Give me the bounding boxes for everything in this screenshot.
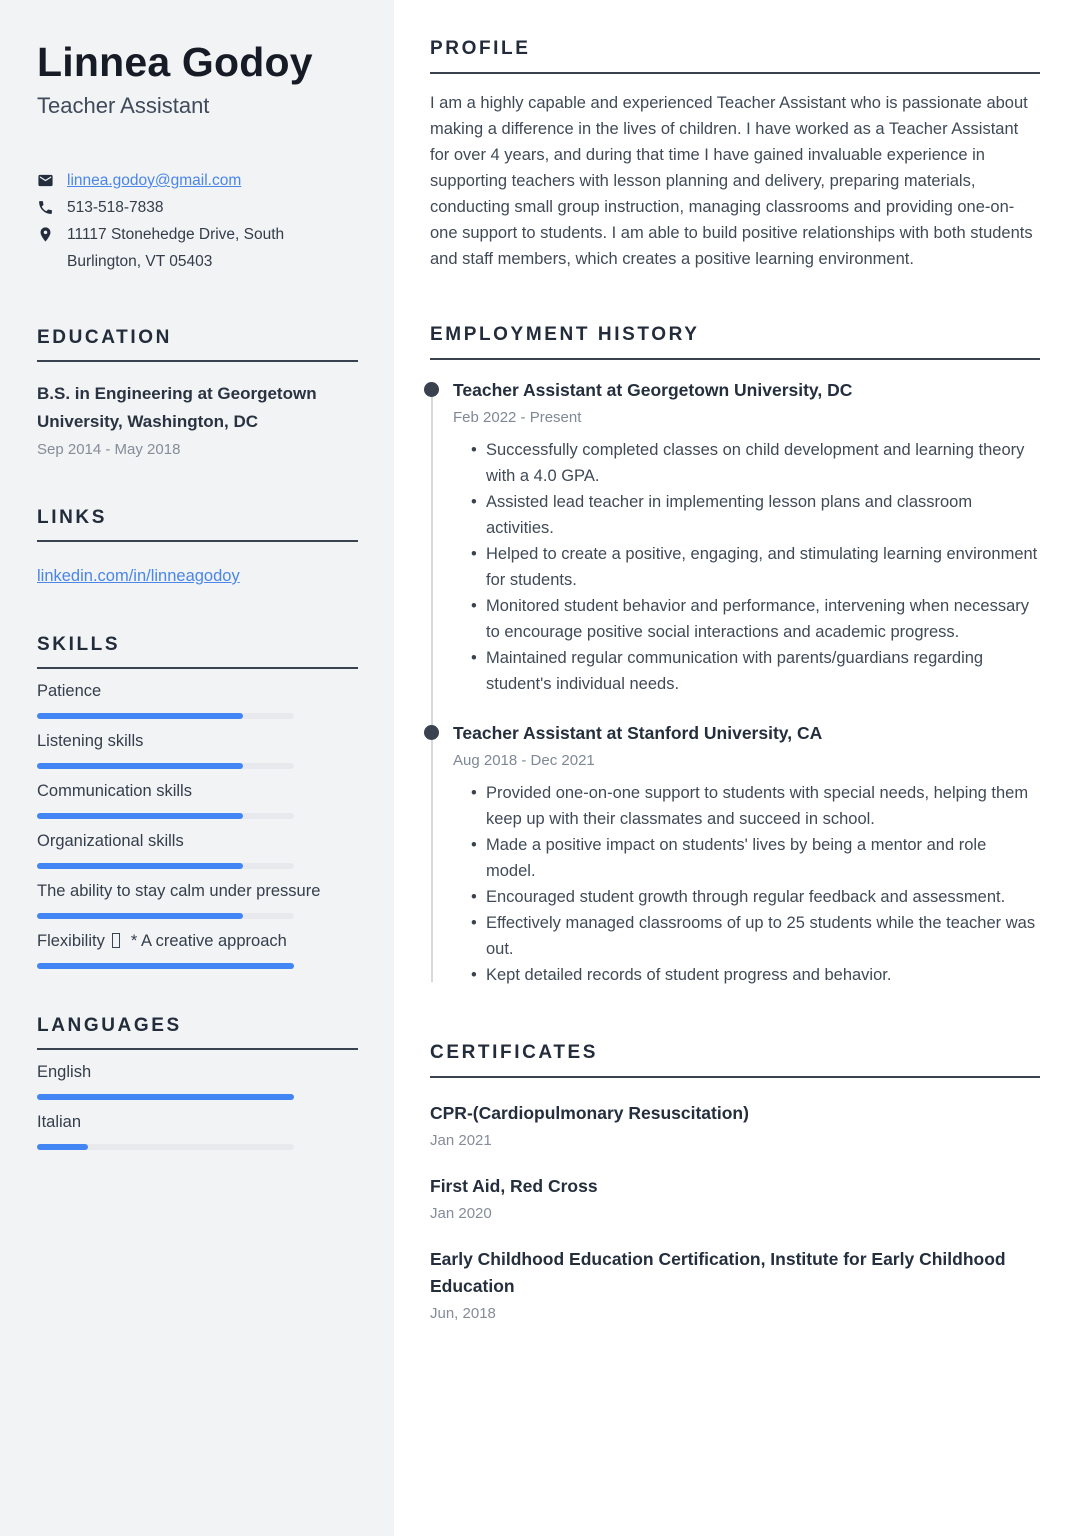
sidebar (0, 0, 394, 1536)
job-bullet: • Kept detailed records of student progress and behavior. (486, 962, 1040, 988)
certificate-title: Early Childhood Education Certification, Institute for Early Childhood Education (430, 1249, 1006, 1296)
contact-email-row (37, 167, 358, 194)
skill-bar-track (37, 813, 294, 819)
profile-heading: PROFILE (430, 36, 1040, 74)
certificate-date: Jun, 2018 (430, 1305, 496, 1322)
timeline-dot-icon (424, 382, 439, 397)
language-label: English (37, 1063, 92, 1081)
skill-item (37, 729, 358, 769)
skill-item (37, 929, 358, 969)
contact-phone-row (37, 194, 358, 221)
skill-label: Communication skills (37, 782, 192, 800)
person-name: Linnea Godoy (37, 39, 313, 85)
job-bullet: • Effectively managed classrooms of up to 25 students while the teacher was out. (486, 910, 1040, 962)
education-dates: Sep 2014 - May 2018 (37, 441, 181, 458)
education-degree: B.S. in Engineering at Georgetown University, Washington, DC (37, 384, 317, 431)
person-job-title: Teacher Assistant (37, 93, 210, 118)
certificate-entry (430, 1173, 1040, 1224)
certificate-entry (430, 1246, 1040, 1324)
certificates-heading: CERTIFICATES (430, 1040, 1040, 1078)
job-dates: Aug 2018 - Dec 2021 (453, 752, 595, 769)
job-bullet: • Made a positive impact on students' lives by being a mentor and role model. (486, 832, 1040, 884)
employment-timeline (430, 378, 1040, 988)
linkedin-link[interactable]: linkedin.com/in/linneagodoy (37, 567, 240, 585)
main-column (394, 0, 1086, 1536)
skill-bar-fill (37, 763, 243, 769)
job-bullet-list (453, 437, 1040, 697)
skill-bar-fill (37, 713, 243, 719)
skill-label: Listening skills (37, 732, 144, 750)
job-bullet: • Successfully completed classes on child development and learning theory with a 4.0 GPA. (486, 437, 1040, 489)
job-bullet: • Provided one-on-one support to students with special needs, helping them keep up with their classmates and succeed in school. (486, 780, 1040, 832)
skill-label: Organizational skills (37, 832, 184, 850)
language-item (37, 1110, 358, 1150)
certificate-title: First Aid, Red Cross (430, 1176, 598, 1196)
skill-bar-fill (37, 963, 294, 969)
phone-number: 513-518-7838 (67, 199, 164, 216)
skill-item (37, 879, 358, 919)
language-bar-track (37, 1094, 294, 1100)
address-text (67, 221, 284, 275)
envelope-icon (37, 167, 67, 189)
language-label: Italian (37, 1113, 82, 1131)
job-title: Teacher Assistant at Stanford University, CA (453, 723, 823, 743)
skill-item (37, 829, 358, 869)
skills-heading: SKILLS (37, 632, 358, 669)
languages-heading: LANGUAGES (37, 1013, 358, 1050)
job-entry (453, 378, 1040, 697)
contact-address-row (37, 221, 358, 275)
skill-bar-track (37, 913, 294, 919)
job-bullet-list (453, 780, 1040, 988)
language-bar-fill (37, 1094, 294, 1100)
link-item (37, 564, 358, 588)
skill-bar-track (37, 713, 294, 719)
skill-label: The ability to stay calm under pressure (37, 882, 321, 900)
timeline-dot-icon (424, 725, 439, 740)
skill-bar-fill (37, 913, 243, 919)
skill-item (37, 679, 358, 719)
contact-section (37, 167, 358, 275)
skill-bar-track (37, 763, 294, 769)
links-heading: LINKS (37, 505, 358, 542)
skill-bar-track (37, 963, 294, 969)
certificate-date: Jan 2020 (430, 1205, 492, 1222)
job-title: Teacher Assistant at Georgetown University, DC (453, 380, 853, 400)
certificate-entry (430, 1100, 1040, 1151)
missing-glyph-box (112, 933, 120, 948)
job-entry (453, 721, 1040, 988)
language-bar-track (37, 1144, 294, 1150)
profile-text: I am a highly capable and experienced Teacher Assistant who is passionate about making a difference in the lives of children. I have worked as a Teacher Assistant for over 4 years, and during that time I have gained invaluable experience in supporting teachers with lesson planning and delivery, preparing materials, conducting small group instruction, managing classrooms and providing one-on-one support to students. I am able to build positive relationships with both students and staff members, which creates a positive learning environment. (430, 94, 1033, 268)
job-dates: Feb 2022 - Present (453, 409, 582, 426)
phone-icon (37, 194, 67, 216)
skill-item (37, 779, 358, 819)
job-bullet: • Helped to create a positive, engaging, and stimulating learning environment for students. (486, 541, 1040, 593)
job-bullet: • Monitored student behavior and performance, intervening when necessary to encourage positive social interactions and academic progress. (486, 593, 1040, 645)
email-link[interactable]: linnea.godoy@gmail.com (67, 172, 242, 189)
skill-bar-fill (37, 863, 243, 869)
certificate-title: CPR-(Cardiopulmonary Resuscitation) (430, 1103, 749, 1123)
skill-label: Flexibility * A creative approach (37, 932, 287, 950)
education-heading: EDUCATION (37, 325, 358, 362)
language-bar-fill (37, 1144, 88, 1150)
skill-bar-track (37, 863, 294, 869)
job-bullet: • Assisted lead teacher in implementing lesson plans and classroom activities. (486, 489, 1040, 541)
skill-label: Patience (37, 682, 102, 700)
address-line-1: 11117 Stonehedge Drive, South (67, 226, 285, 243)
job-bullet: • Encouraged student growth through regular feedback and assessment. (486, 884, 1040, 910)
employment-heading: EMPLOYMENT HISTORY (430, 322, 1040, 360)
location-pin-icon (37, 221, 67, 243)
certificate-date: Jan 2021 (430, 1132, 492, 1149)
language-item (37, 1060, 358, 1100)
skill-bar-fill (37, 813, 243, 819)
address-line-2: Burlington, VT 05403 (67, 253, 213, 270)
job-bullet: • Maintained regular communication with parents/guardians regarding student's individual needs. (486, 645, 1040, 697)
